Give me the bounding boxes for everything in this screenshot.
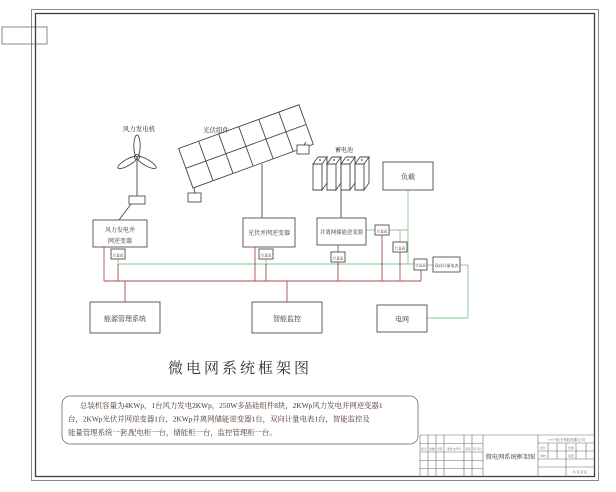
- storage-inverter-label: 并离网储能逆变器: [319, 230, 364, 236]
- load-label: 负载: [401, 173, 415, 181]
- wind-turbine-label: 风力发电机: [122, 126, 156, 133]
- monitor-label: 智能监控: [273, 315, 301, 323]
- rev-header: 分区: [437, 448, 443, 451]
- description-line3: 能量管理系统一套,配电柜一台，储能柜一台，监控管理柜一台。: [68, 428, 277, 437]
- svg-text:计量表: 计量表: [376, 229, 388, 234]
- drawing-title: 微电网系统框架图: [167, 361, 313, 377]
- wind-inverter-box: [93, 220, 147, 247]
- meter-box: [331, 252, 345, 262]
- pv-inverter-label: 光伏并网逆变器: [247, 231, 291, 237]
- load-box: [383, 162, 433, 190]
- meter-box: [375, 225, 389, 235]
- rev-header: 标记: [421, 448, 427, 451]
- description-line1: 总装机容量为4KWp，1台风力发电2KWp，250W多晶硅组件8块，2KWp风力发电并网逆变器1: [80, 401, 383, 410]
- corner-box: [2, 27, 47, 44]
- meter-box: [393, 242, 407, 252]
- pv-inverter-box: [243, 218, 295, 247]
- ac-power-lines: [118, 190, 468, 318]
- svg-text:计量表: 计量表: [332, 256, 344, 261]
- rev-header: 签名: [465, 448, 471, 451]
- grid-label: 电网: [395, 315, 409, 324]
- bidirectional-meter-label: 双向计量电表: [434, 263, 459, 268]
- monitor-box: [252, 302, 322, 333]
- rev-header: 年月日: [473, 448, 482, 451]
- pv-modules-label: 光伏组件: [203, 127, 229, 134]
- svg-text:计量表: 计量表: [260, 253, 272, 258]
- bidirectional-meter-box: [433, 257, 460, 272]
- description-line2: 台，2KWp光伏并网逆变器1台，2KWp并离网储能逆变器1台，双向计量电表1台，智能监控及: [68, 414, 370, 424]
- wind-inverter-label-line2: 网逆变器: [107, 239, 133, 245]
- wind-inverter-label-line1: 风力发电并: [104, 228, 136, 234]
- battery-label: 蓄电池: [334, 148, 354, 154]
- grid-box: [377, 305, 427, 332]
- meter-box: [414, 259, 427, 270]
- qty-label: 质量: [568, 455, 574, 458]
- title-block: [420, 435, 595, 477]
- svg-text:计量表: 计量表: [415, 263, 426, 268]
- meter-box: [259, 249, 273, 259]
- sign-label: 设计: [540, 447, 546, 450]
- rev-header: 处数: [429, 448, 435, 451]
- battery-bank-drawing: [313, 157, 369, 190]
- wind-turbine-drawing: [116, 135, 157, 220]
- storage-inverter-box: [317, 218, 366, 245]
- sign-label: 审核: [540, 455, 546, 458]
- meter-box: [111, 249, 125, 259]
- sheet-label: 共 张 第 张: [572, 470, 588, 474]
- rev-header: 更改文件号: [447, 448, 461, 451]
- pv-array-drawing: [179, 105, 314, 202]
- description-box: [62, 396, 418, 444]
- title-block-drawing-title: 微电网系统框架图: [485, 454, 536, 461]
- scale-label: 比例: [568, 447, 574, 450]
- ems-label: 能源管理系统: [104, 315, 146, 323]
- svg-text:计量表: 计量表: [112, 253, 124, 258]
- ems-box: [90, 302, 160, 333]
- dc-connector-lines: [262, 164, 341, 218]
- svg-text:计量表: 计量表: [394, 246, 406, 251]
- company-name: ××××电子科技有限公司: [548, 438, 585, 442]
